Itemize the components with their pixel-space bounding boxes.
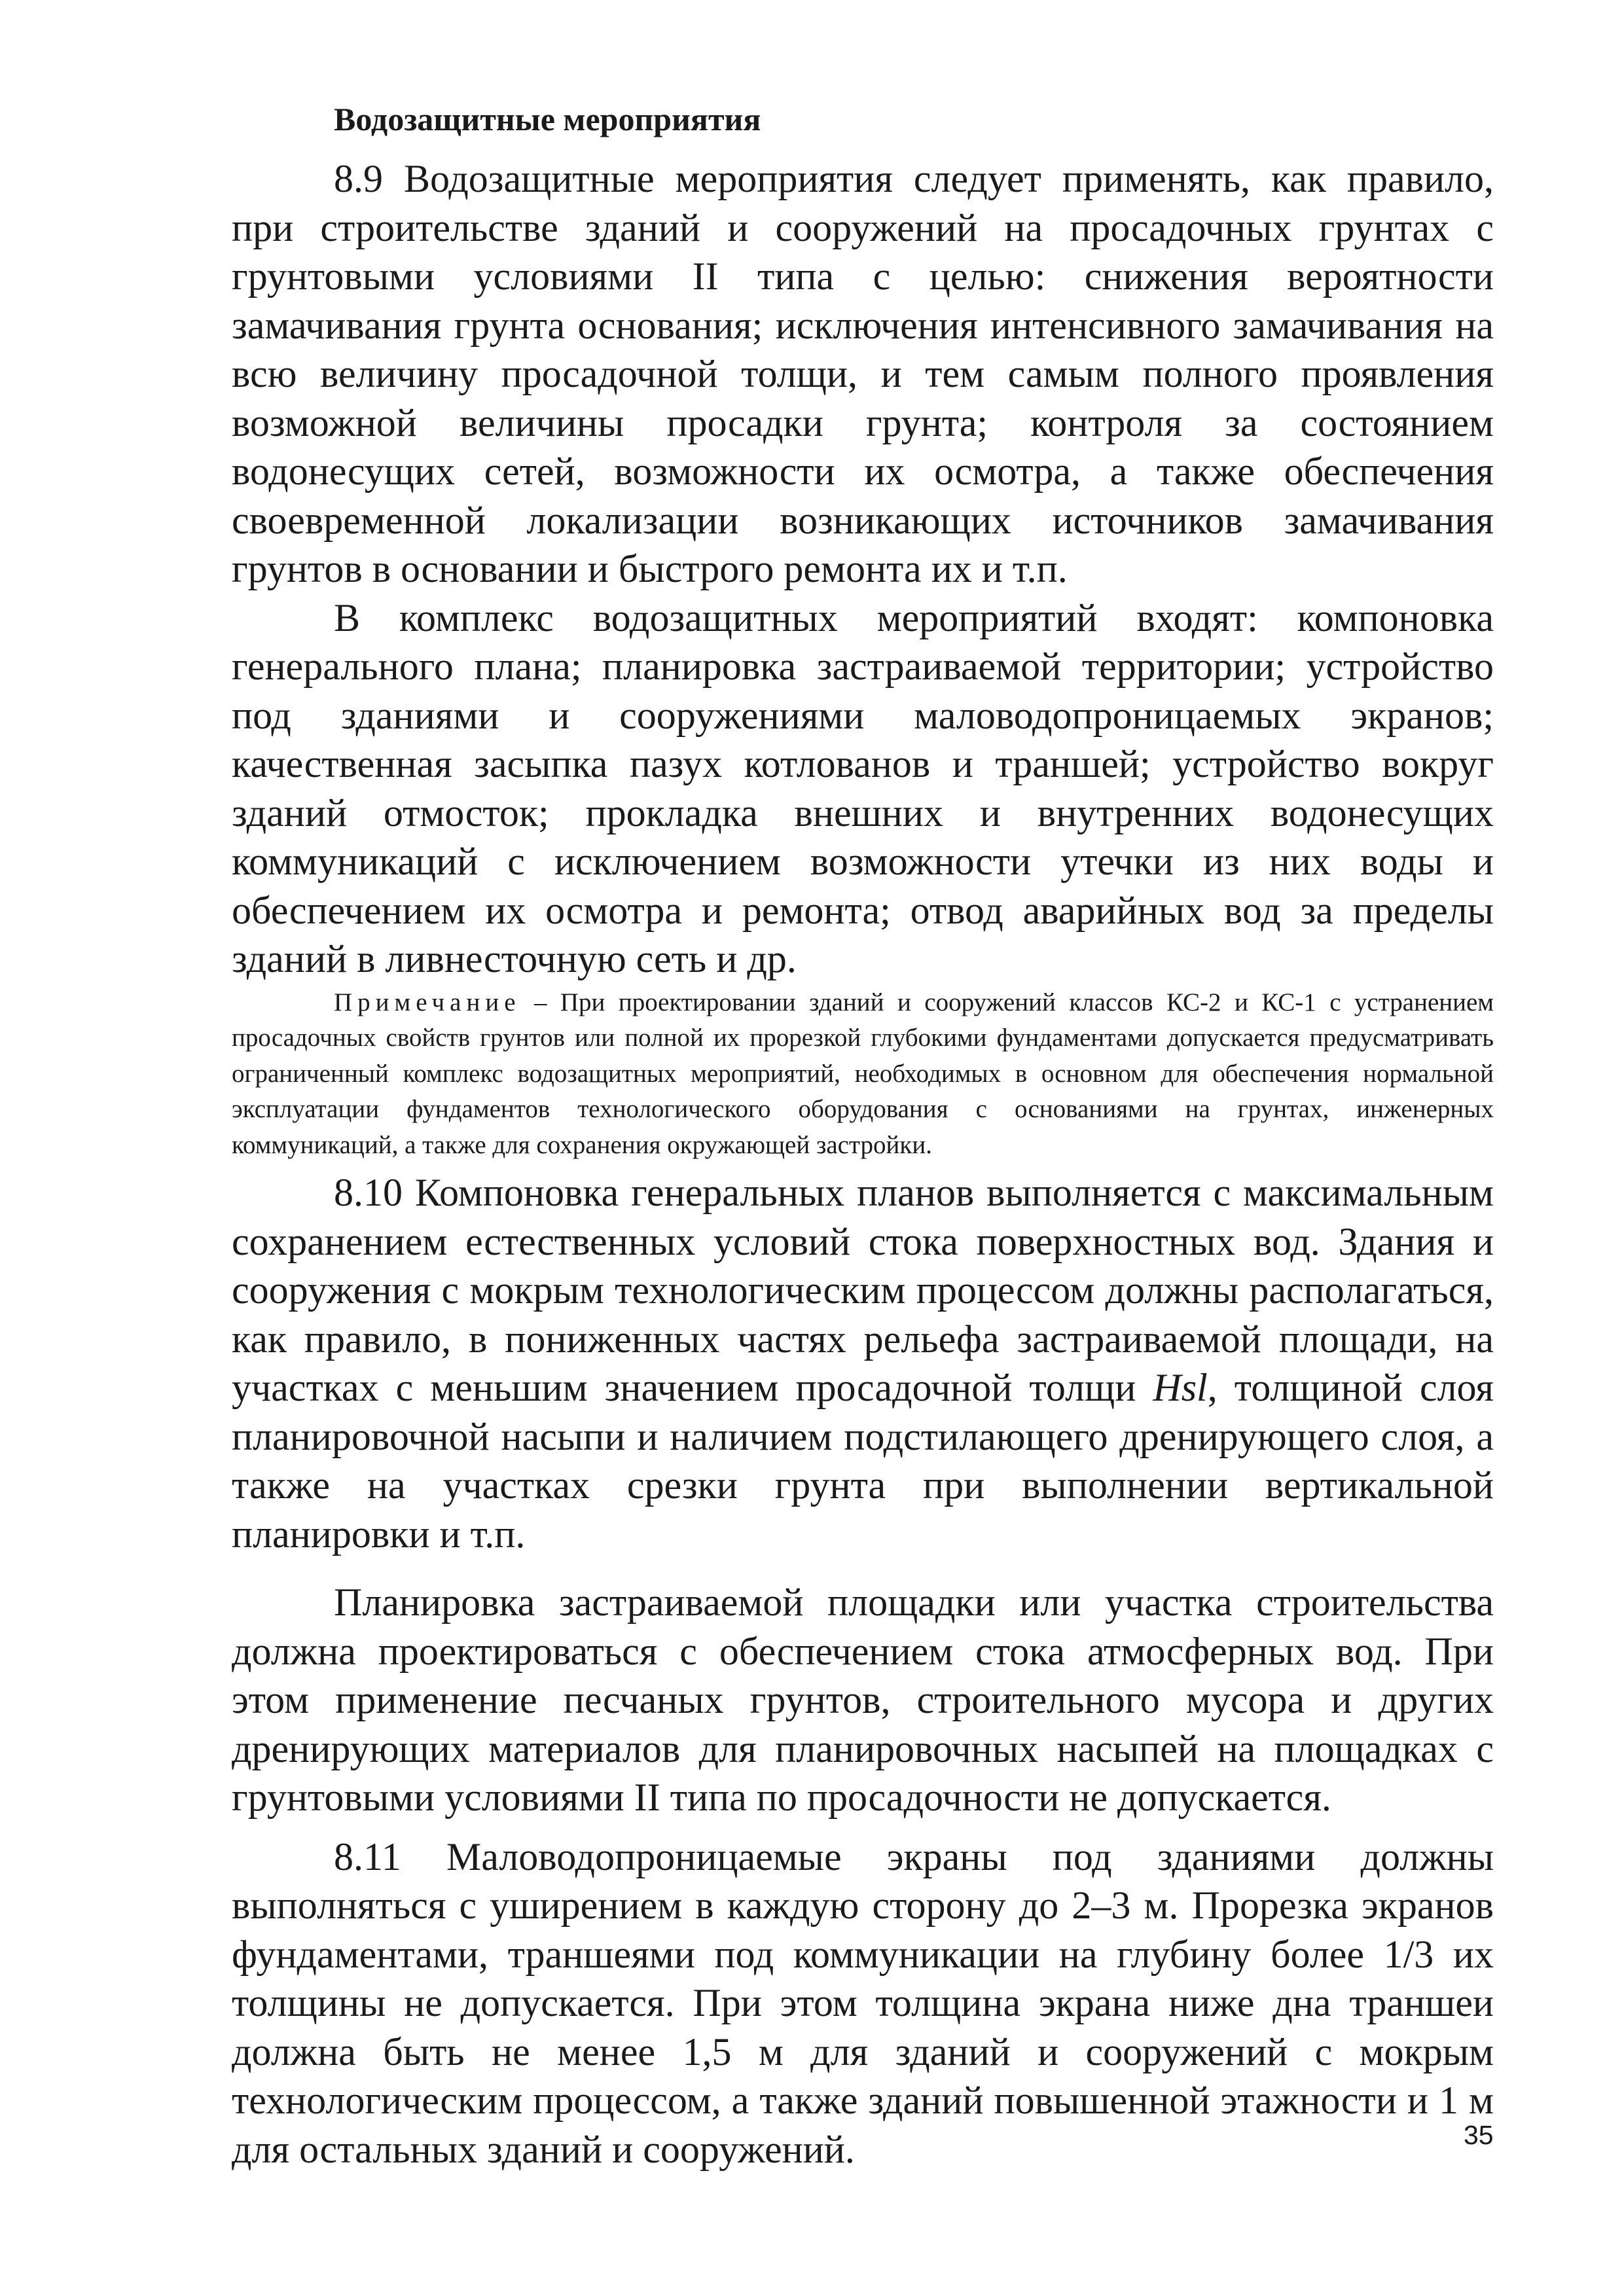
document-page bbox=[232, 98, 1494, 2174]
page-number: 35 bbox=[1464, 2120, 1494, 2150]
note bbox=[232, 985, 1494, 1164]
note-label: Примечание bbox=[334, 988, 521, 1016]
section-title: Водозащитные мероприятия bbox=[334, 101, 761, 137]
paragraph-8-10-part-2: , толщиной слоя планировочной насыпи и наличием подстилающего дренирующего слоя, а также на участках срезки грунта при выполнении вертикальной планировки и т.п. bbox=[232, 1366, 1494, 1556]
paragraph-8-11: 8.11 Маловодопроницаемые экраны под зданиями должны выполняться с уширением в каждую сторону до 2–3 м. Прорезка экранов фундаментами, траншеями под коммуникации на глубину более 1/3 их толщины не допускается. При этом толщина экрана ниже дна траншеи должна быть не менее 1,5 м для зданий и сооружений с мокрым технологическим процессом, а также зданий повышенной этажности и 1 м для остальных зданий и сооружений. bbox=[232, 1835, 1494, 2171]
paragraph-water-protection-complex: В комплекс водозащитных мероприятий входят: компоновка генерального плана; планировка застраиваемой территории; устройство под зданиями и сооружениями маловодопроницаемых экранов; качественная засыпка пазух котлованов и траншей; устройство вокруг зданий отмосток; прокладка внешних и внутренних водонесущих коммуникаций с исключением возможности утечки из них воды и обеспечением их осмотра и ремонта; отвод аварийных вод за пределы зданий в ливнесточную сеть и др. bbox=[232, 596, 1494, 980]
paragraph-8-9: 8.9 Водозащитные мероприятия следует применять, как правило, при строительстве зданий и сооружений на просадочных грунтах с грунтовыми условиями II типа с целью: снижения вероятности замачивания грунта основания; исключения интенсивного замачивания на всю величину просадочной толщи, и тем самым полного проявления возможной величины просадки грунта; контроля за состоянием водонесущих сетей, возможности их осмотра, а также обеспечения своевременной локализации возникающих источников замачивания грунтов в основании и быстрого ремонта их и т.п. bbox=[232, 157, 1494, 590]
note-text: – При проектировании зданий и сооружений классов КС-2 и КС-1 с устранением просадочных свойств грунтов или полной их прорезкой глубокими фундаментами допускается предусматривать ограниченный комплекс водозащитных мероприятий, необходимых в основном для обеспечения нормальной эксплуатации фундаментов технологического оборудования с основаниями на грунтах, инженерных коммуникаций, а также для сохранения окружающей застройки. bbox=[232, 988, 1494, 1159]
paragraph-8-10-part-1: 8.10 Компоновка генеральных планов выполняется с максимальным сохранением естественных условий стока поверхностных вод. Здания и сооружения с мокрым технологическим процессом должны располагаться, как правило, в пониженных частях рельефа застраиваемой площади, на участках с меньшим значением просадочной толщи bbox=[232, 1171, 1494, 1409]
paragraph-site-planning: Планировка застраиваемой площадки или участка строительства должна проектироваться с обеспечением стока атмосферных вод. При этом применение песчаных грунтов, строительного мусора и других дренирующих материалов для планировочных насыпей на площадках с грунтовыми условиями II типа по просадочности не допускается. bbox=[232, 1581, 1494, 1819]
symbol-hsl: Hsl bbox=[1153, 1366, 1208, 1409]
paragraph-8-10 bbox=[232, 1168, 1494, 1558]
